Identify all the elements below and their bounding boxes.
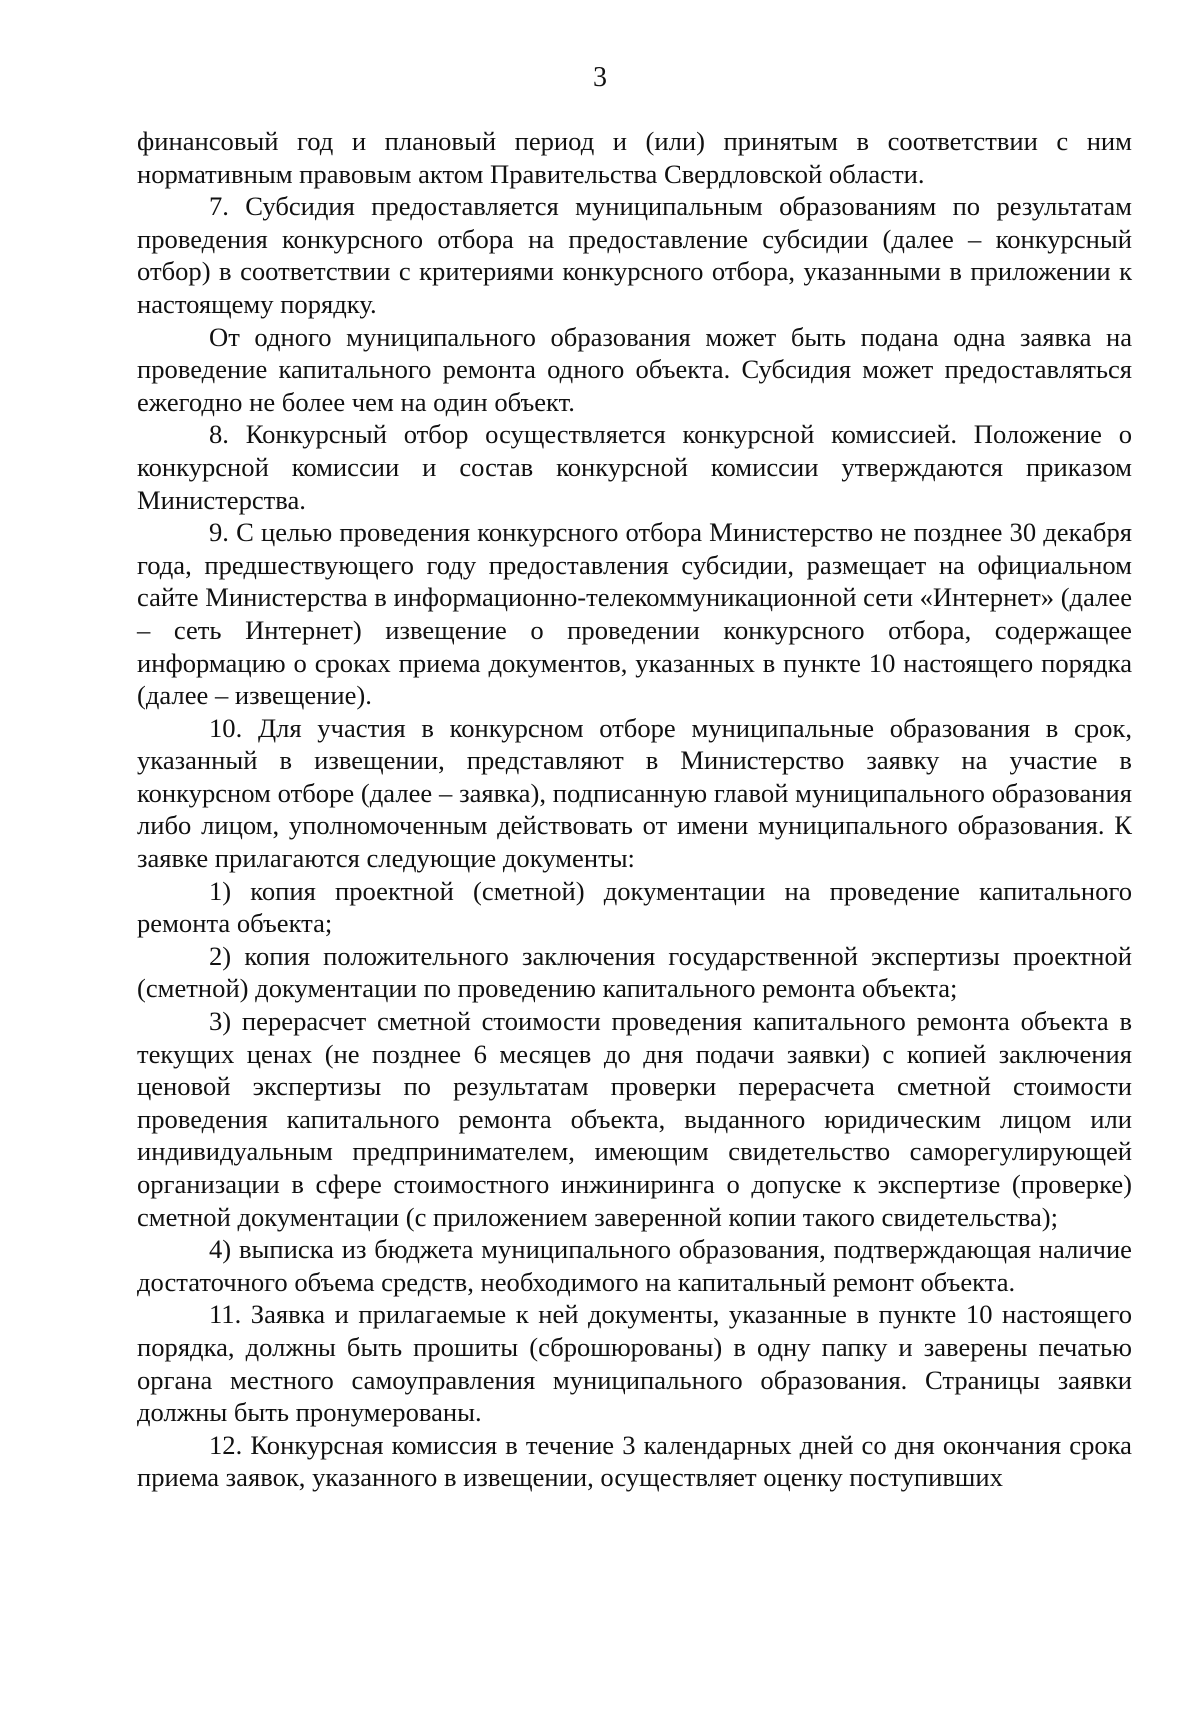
paragraph: 8. Конкурсный отбор осуществляется конкурсной комиссией. Положение о конкурсной комиссии и состав конкурсной комиссии утверждаются приказом Министерства. [137,419,1132,515]
page-number: 3 [593,62,607,93]
document-body [137,125,1132,1494]
list-item: 3) перерасчет сметной стоимости проведения капитального ремонта объекта в текущих ценах (не позднее 6 месяцев до дня подачи заявки) с копией заключения ценовой экспертизы по результатам проверки перерасчета сметной стоимости проведения капитального ремонта объекта, выданного юридическим лицом или индивидуальным предпринимателем, имеющим свидетельство саморегулирующей организации в сфере стоимостного инжиниринга о допуске к экспертизе (проверке) сметной документации (с приложением заверенной копии такого свидетельства); [137,1006,1132,1232]
paragraph: 11. Заявка и прилагаемые к ней документы, указанные в пункте 10 настоящего порядка, должны быть прошиты (сброшюрованы) в одну папку и заверены печатью органа местного самоуправления муниципального образования. Страницы заявки должны быть пронумерованы. [137,1299,1132,1428]
paragraph: 12. Конкурсная комиссия в течение 3 календарных дней со дня окончания срока приема заявок, указанного в извещении, осуществляет оценку поступивших [137,1429,1132,1493]
list-item: 1) копия проектной (сметной) документации на проведение капитального ремонта объекта; [137,875,1132,939]
paragraph: 10. Для участия в конкурсном отборе муниципальные образования в срок, указанный в извещении, представляют в Министерство заявку на участие в конкурсном отборе (далее – заявка), подписанную главой муниципального образования либо лицом, уполномоченным действовать от имени муниципального образования. К заявке прилагаются следующие документы: [137,712,1132,874]
paragraph: 9. С целью проведения конкурсного отбора Министерство не позднее 30 декабря года, предшествующего году предоставления субсидии, размещает на официальном сайте Министерства в информационно-телекоммуникационной сети «Интернет» (далее – сеть Интернет) извещение о проведении конкурсного отбора, содержащее информацию о сроках приема документов, указанных в пункте 10 настоящего порядка (далее – извещение). [137,517,1132,711]
paragraph: От одного муниципального образования может быть подана одна заявка на проведение капитального ремонта одного объекта. Субсидия может предоставляться ежегодно не более чем на один объект. [137,321,1132,417]
list-item: 2) копия положительного заключения государственной экспертизы проектной (сметной) документации по проведению капитального ремонта объекта; [137,940,1132,1004]
paragraph: финансовый год и плановый период и (или) принятым в соответствии с ним нормативным правовым актом Правительства Свердловской области. [137,126,1132,189]
list-item: 4) выписка из бюджета муниципального образования, подтверждающая наличие достаточного объема средств, необходимого на капитальный ремонт объекта. [137,1234,1132,1297]
paragraph: 7. Субсидия предоставляется муниципальным образованиям по результатам проведения конкурсного отбора на предоставление субсидии (далее – конкурсный отбор) в соответствии с критериями конкурсного отбора, указанными в приложении к настоящему порядку. [137,191,1132,319]
